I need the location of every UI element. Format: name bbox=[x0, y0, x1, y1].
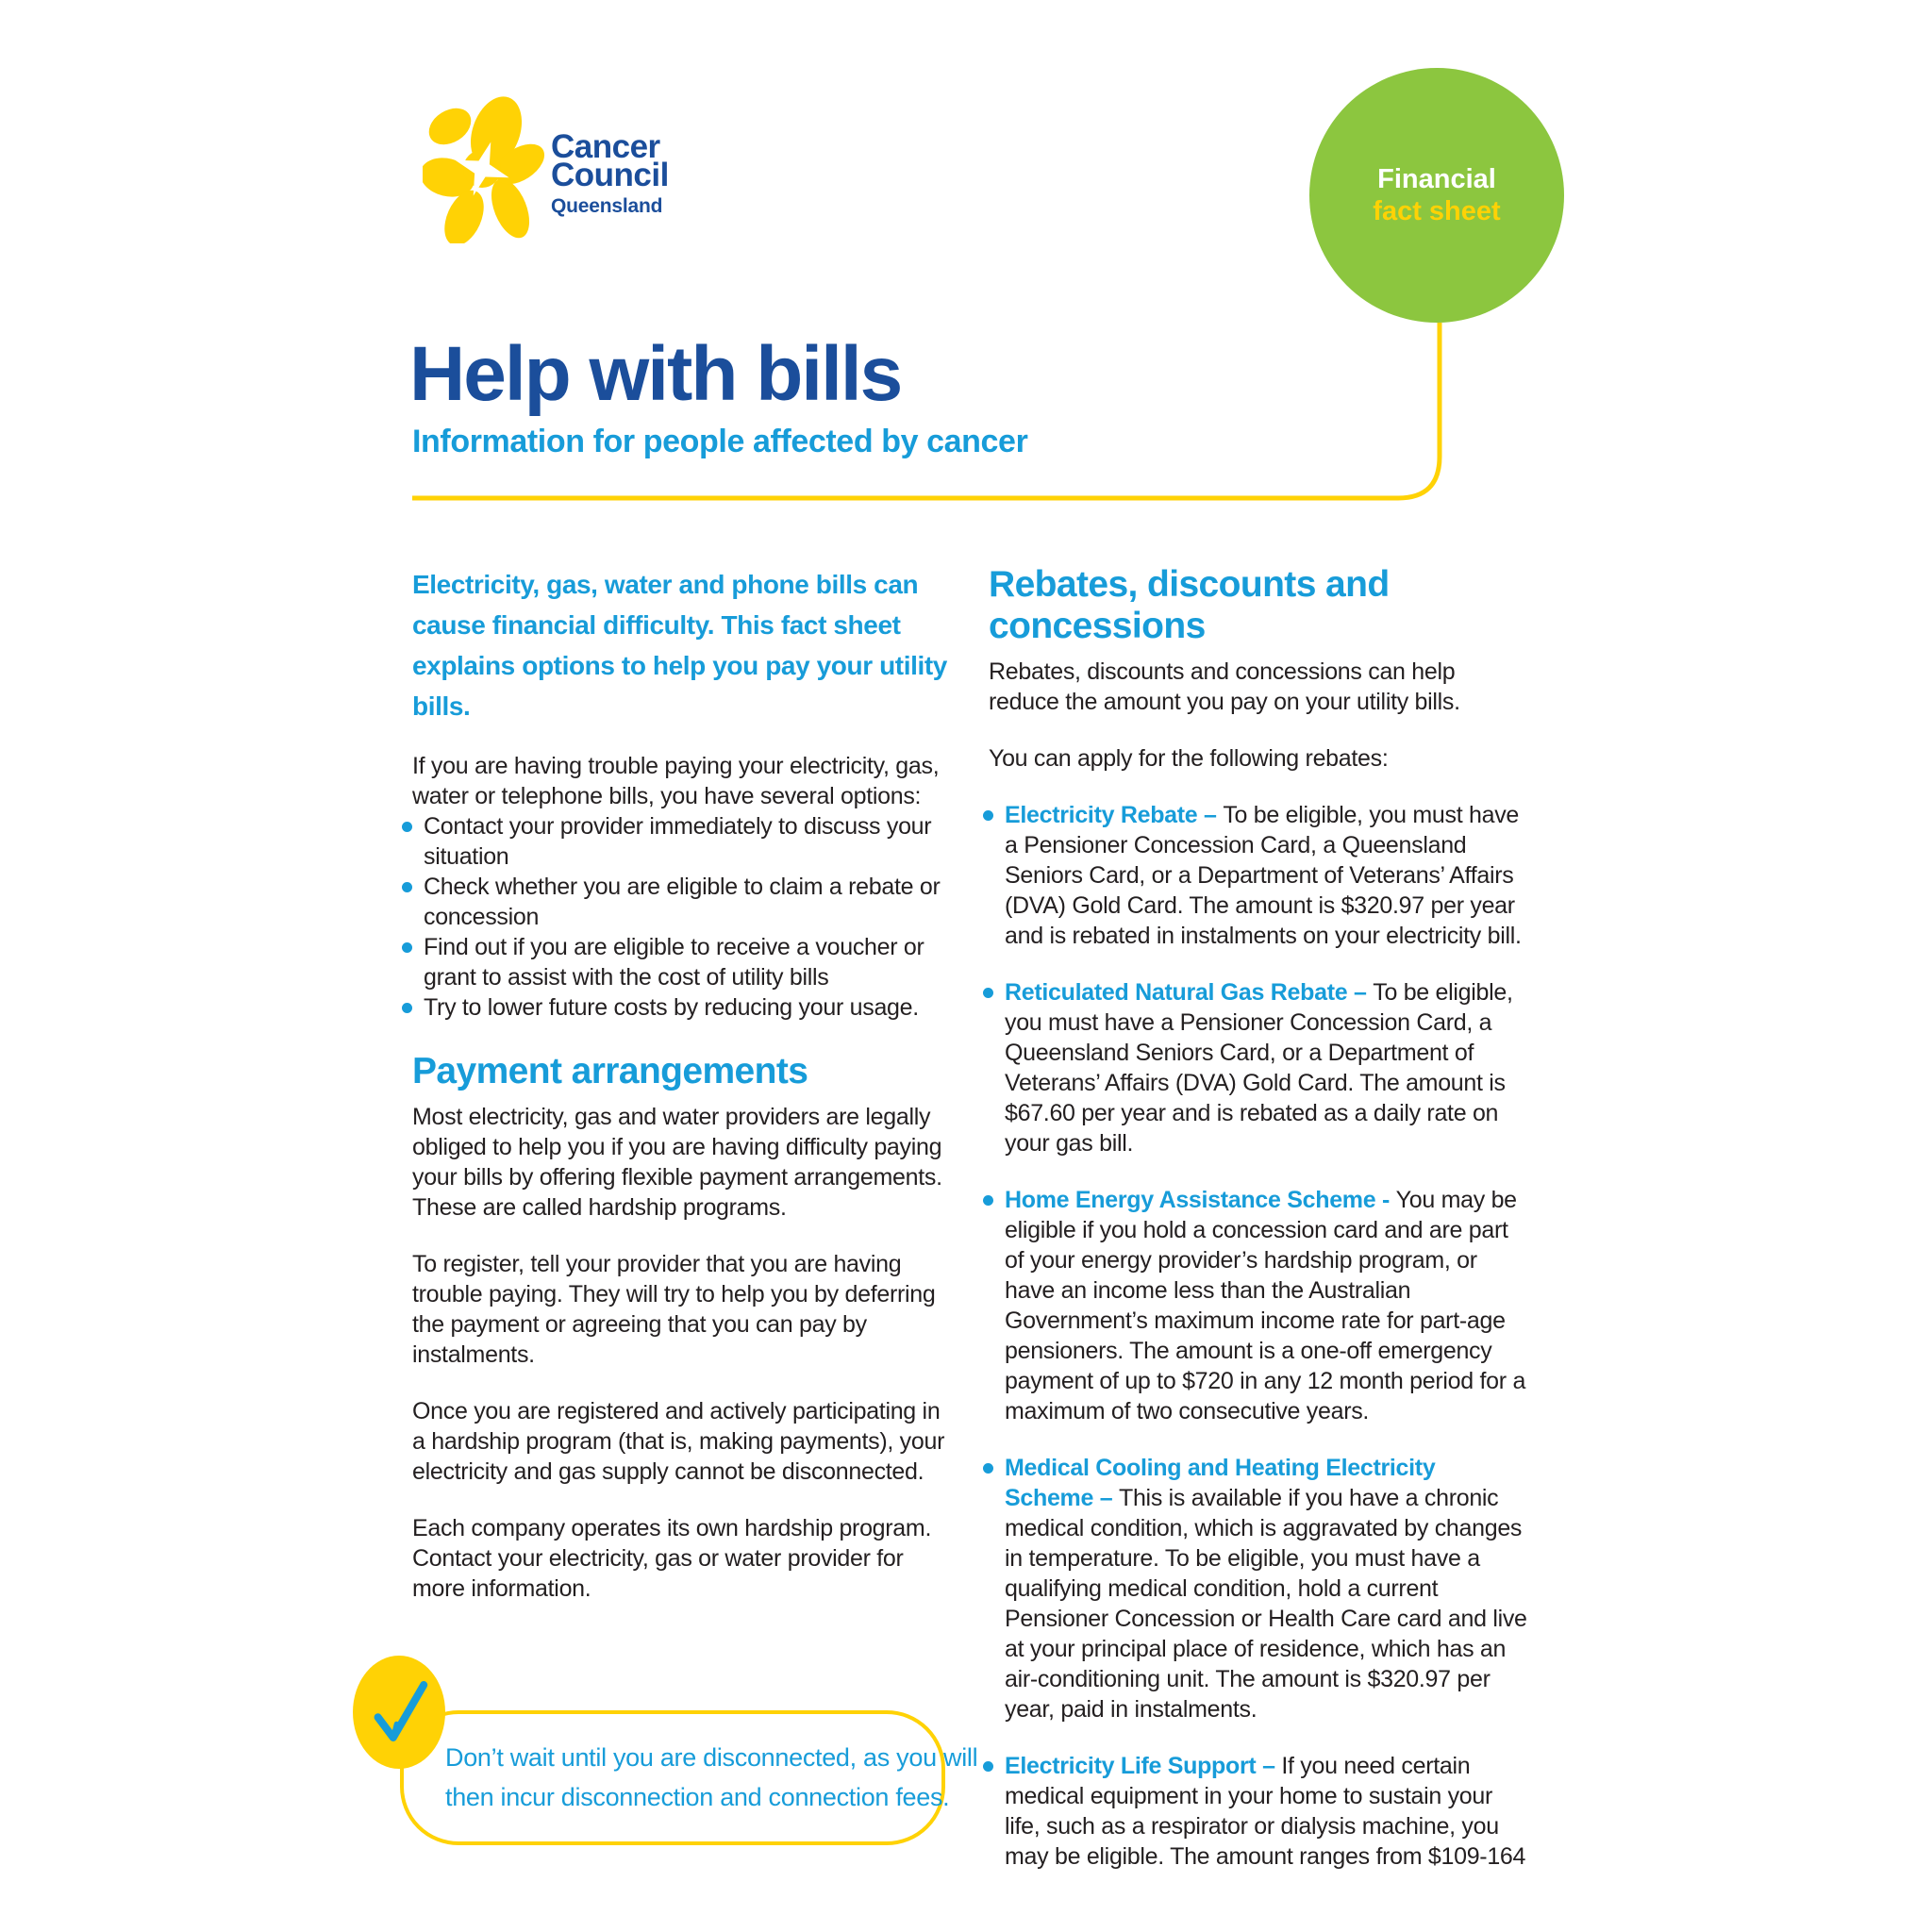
list-item bbox=[402, 992, 954, 1023]
bullet-icon bbox=[983, 1761, 993, 1772]
rebate-text bbox=[1005, 977, 1530, 1158]
logo-word-cancer: Cancer bbox=[551, 128, 660, 165]
option-text: Contact your provider immediately to discuss your situation bbox=[424, 813, 932, 870]
payment-paragraph: Each company operates its own hardship program. Contact your electricity, gas or water provider for more information. bbox=[412, 1515, 932, 1602]
bullet-icon bbox=[983, 1463, 993, 1474]
bullet-icon bbox=[983, 988, 993, 998]
payment-paragraph: Once you are registered and actively participating in a hardship program (that is, making payments), your electricity and gas supply cannot be disconnected. bbox=[412, 1398, 945, 1485]
rebate-body: This is available if you have a chronic medical condition, which is aggravated by changes in temperature. To be eligible, you must have a qualifying medical condition, hold a current Pensioner Concession or Health Care card and live at your principal place of residence, which has an air-conditioning unit. The amount is $320.97 per year, paid in instalments. bbox=[1005, 1485, 1527, 1723]
rebate-text bbox=[1005, 800, 1530, 951]
rebate-text bbox=[1005, 1453, 1530, 1724]
rebate-item bbox=[983, 800, 1530, 951]
cancer-council-logo bbox=[551, 128, 669, 218]
rebate-body: To be eligible, you must have a Pensioner Concession Card, a Queensland Seniors Card, or a Department of Veterans’ Affairs (DVA) Gold Card. The amount is $320.97 per year and is rebated in instalments on your electricity bill. bbox=[1005, 802, 1522, 949]
right-column bbox=[989, 564, 1530, 1872]
payment-arrangements-heading: Payment arrangements bbox=[412, 1051, 808, 1091]
badge-line-financial: Financial bbox=[1377, 164, 1496, 194]
bullet-icon bbox=[983, 810, 993, 821]
rebate-body: If you need certain medical equipment in your home to sustain your life, such as a respirator or dialysis machine, you may be eligible. The amount ranges from $109-164 bbox=[1005, 1753, 1526, 1870]
rebate-item bbox=[983, 1453, 1530, 1724]
rebate-item bbox=[983, 1751, 1530, 1872]
bullet-icon bbox=[983, 1195, 993, 1206]
rebate-text bbox=[1005, 1185, 1530, 1426]
bullet-icon bbox=[402, 882, 412, 892]
tip-line: Don’t wait until you are disconnected, as you will bbox=[445, 1743, 978, 1772]
rebate-body: To be eligible, you must have a Pensioner Concession Card, a Queensland Seniors Card, or a Department of Veterans’ Affairs (DVA) Gold Card. The amount is $67.60 per year and is rebated as a daily rate on your gas bill. bbox=[1005, 979, 1513, 1157]
left-column bbox=[412, 564, 954, 1604]
option-text: Try to lower future costs by reducing your usage. bbox=[424, 994, 919, 1021]
bullet-icon bbox=[402, 942, 412, 953]
rebate-item bbox=[983, 977, 1530, 1158]
rebate-body: You may be eligible if you hold a concession card and are part of your energy provider’s hardship program, or have an income less than the Australian Government’s maximum income rate for part-age pensioners. The amount is a one-off emergency payment of up to $720 in any 12 month period for a maximum of two consecutive years. bbox=[1005, 1187, 1526, 1424]
rebate-label: Home Energy Assistance Scheme - bbox=[1005, 1187, 1396, 1213]
rebates-intro: Rebates, discounts and concessions can help reduce the amount you pay on your utility bills. bbox=[989, 658, 1460, 715]
options-lead: If you are having trouble paying your electricity, gas, water or telephone bills, you have several options: bbox=[412, 753, 940, 809]
list-item bbox=[402, 811, 954, 872]
bullet-icon bbox=[402, 1003, 412, 1013]
tip-check-badge bbox=[353, 1656, 445, 1769]
check-icon bbox=[366, 1673, 434, 1750]
logo-word-council: Council bbox=[551, 157, 669, 193]
payment-paragraph: To register, tell your provider that you are having trouble paying. They will try to help you by deferring the payment or agreeing that you can pay by instalments. bbox=[412, 1251, 936, 1368]
rebate-item bbox=[983, 1185, 1530, 1426]
badge-line-fact-sheet: fact sheet bbox=[1373, 196, 1501, 226]
intro-statement: Electricity, gas, water and phone bills can cause financial difficulty. This fact sheet explains options to help you pay your utility bills. bbox=[412, 570, 947, 721]
option-text: Find out if you are eligible to receive a voucher or grant to assist with the cost of utility bills bbox=[424, 934, 924, 991]
tip-callout-text bbox=[445, 1738, 977, 1817]
bullet-icon bbox=[402, 822, 412, 832]
logo-word-queensland: Queensland bbox=[551, 195, 663, 217]
list-item bbox=[402, 872, 954, 932]
payment-paragraph: Most electricity, gas and water providers are legally obliged to help you if you are having difficulty paying your bills by offering flexible payment arrangements. These are called hardship programs. bbox=[412, 1104, 942, 1221]
financial-fact-sheet-badge bbox=[1309, 68, 1564, 323]
rebate-text bbox=[1005, 1751, 1530, 1872]
tip-line: then incur disconnection and connection fees. bbox=[445, 1783, 950, 1811]
rebate-label: Electricity Rebate – bbox=[1005, 802, 1224, 828]
rebate-label: Medical Cooling and Heating Electricity Scheme – bbox=[1005, 1455, 1436, 1511]
list-item bbox=[402, 932, 954, 992]
rebates-heading: Rebates, discounts and concessions bbox=[989, 564, 1390, 646]
daffodil-icon bbox=[423, 94, 545, 243]
page-subtitle: Information for people affected by cancer bbox=[412, 424, 1028, 459]
rebate-label: Reticulated Natural Gas Rebate – bbox=[1005, 979, 1374, 1006]
rebate-label: Electricity Life Support – bbox=[1005, 1753, 1282, 1779]
option-text: Check whether you are eligible to claim a rebate or concession bbox=[424, 874, 941, 930]
page-title: Help with bills bbox=[409, 331, 902, 417]
rebates-lead: You can apply for the following rebates: bbox=[989, 745, 1389, 772]
